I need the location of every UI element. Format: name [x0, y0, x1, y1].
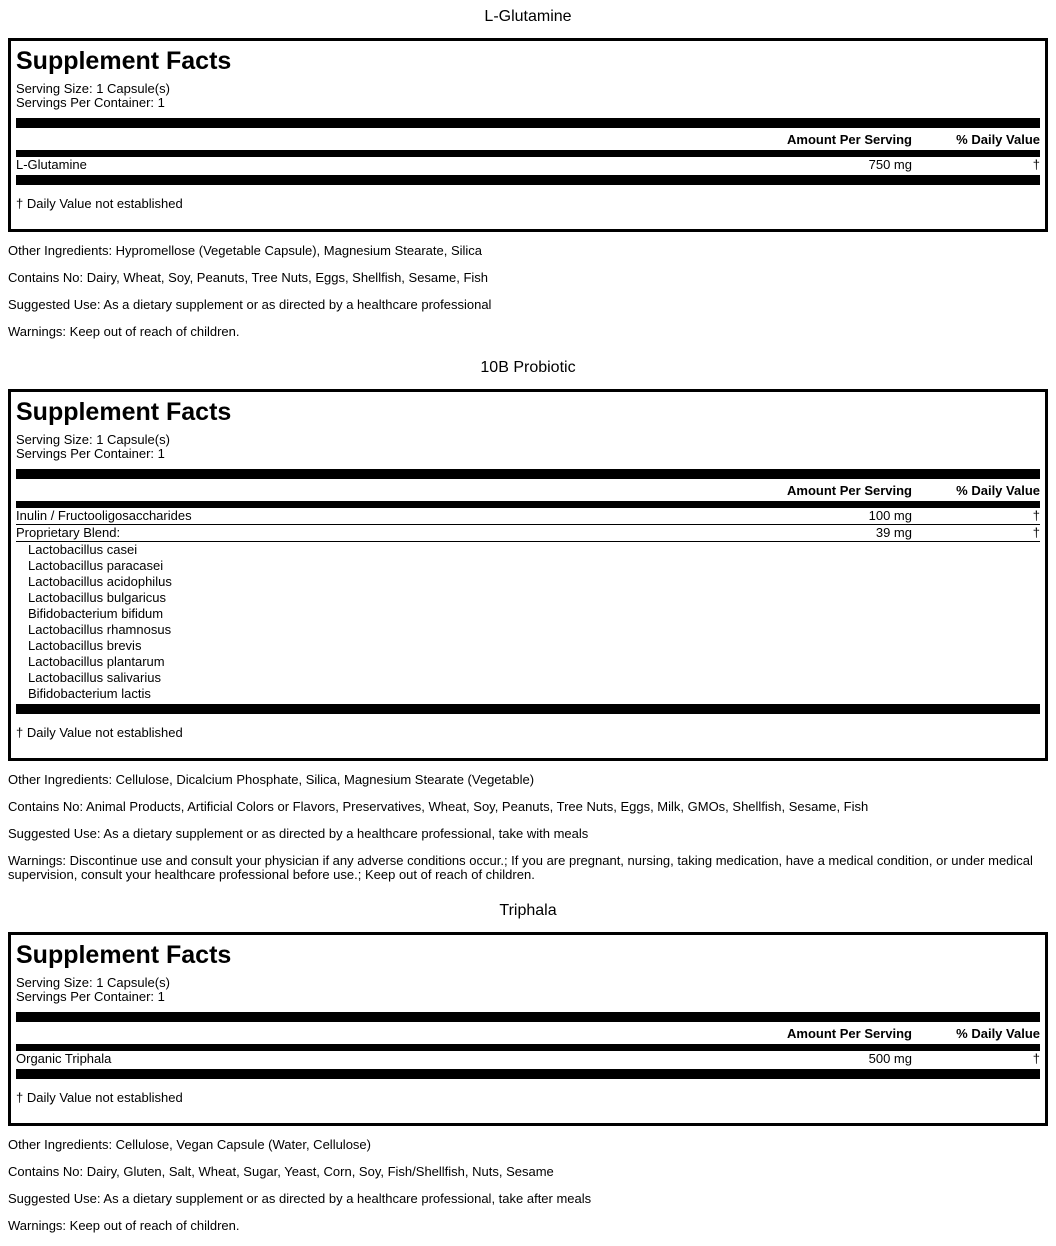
- info-paragraph: Suggested Use: As a dietary supplement or as directed by a healthcare professional, take after meals: [8, 1191, 592, 1206]
- ingredient-row: [16, 542, 1040, 558]
- ingredient-amount: 100 mg: [868, 508, 912, 523]
- ingredient-amount: 500 mg: [868, 1051, 912, 1066]
- product-section: [8, 8, 1048, 339]
- divider-medium: [16, 1044, 1040, 1051]
- info-paragraph: Other Ingredients: Cellulose, Dicalcium Phosphate, Silica, Magnesium Stearate (Vegetable): [8, 772, 535, 787]
- column-header-row: [16, 479, 1040, 501]
- column-daily-value: % Daily Value: [956, 1026, 1040, 1041]
- product-section: [8, 902, 1048, 1233]
- serving-size: Serving Size: 1 Capsule(s): [16, 975, 170, 990]
- ingredient-row: [16, 590, 1040, 606]
- daily-value-footnote: † Daily Value not established: [16, 196, 183, 211]
- ingredient-name: Lactobacillus salivarius: [28, 670, 161, 685]
- column-amount-per-serving: Amount Per Serving: [787, 132, 912, 147]
- ingredient-row: [16, 157, 1040, 173]
- divider-thick-top: [16, 118, 1040, 128]
- ingredient-name: Lactobacillus brevis: [28, 638, 142, 653]
- column-amount-per-serving: Amount Per Serving: [787, 1026, 912, 1041]
- facts-heading: Supplement Facts: [16, 398, 232, 426]
- ingredient-name: Lactobacillus paracasei: [28, 558, 164, 573]
- ingredient-row: [16, 558, 1040, 574]
- info-paragraph: Warnings: Keep out of reach of children.: [8, 324, 240, 339]
- facts-heading: Supplement Facts: [16, 47, 232, 75]
- ingredient-daily-value: †: [1032, 157, 1040, 172]
- ingredient-amount: 39 mg: [875, 525, 912, 540]
- info-paragraph: Warnings: Keep out of reach of children.: [8, 1218, 240, 1233]
- info-paragraph: Warnings: Discontinue use and consult your physician if any adverse conditions occur.; If you are pregnant, nursing, taking medication, have a medical condition, or under medical supervision, consult your healthcare professional before use.; Keep out of reach of children.: [8, 853, 1033, 882]
- ingredient-name: Proprietary Blend:: [16, 525, 121, 540]
- ingredient-name: Lactobacillus rhamnosus: [28, 622, 172, 637]
- divider-thick-top: [16, 1012, 1040, 1022]
- info-paragraphs: [8, 244, 1048, 339]
- ingredient-row: [16, 686, 1040, 702]
- ingredient-name: L-Glutamine: [16, 157, 87, 172]
- info-paragraph: Other Ingredients: Hypromellose (Vegetable Capsule), Magnesium Stearate, Silica: [8, 243, 483, 258]
- ingredient-daily-value: †: [1032, 508, 1040, 523]
- serving-size: Serving Size: 1 Capsule(s): [16, 432, 170, 447]
- product-title: L-Glutamine: [484, 8, 572, 25]
- ingredient-daily-value: †: [1032, 525, 1040, 540]
- supplement-labels-page: [8, 8, 1048, 1233]
- ingredient-daily-value: †: [1032, 1051, 1040, 1066]
- info-paragraph: Contains No: Dairy, Wheat, Soy, Peanuts, Tree Nuts, Eggs, Shellfish, Sesame, Fish: [8, 270, 489, 285]
- ingredient-amount: 750 mg: [868, 157, 912, 172]
- ingredient-name: Lactobacillus casei: [28, 542, 138, 557]
- ingredient-row: [16, 508, 1040, 525]
- ingredient-name: Lactobacillus bulgaricus: [28, 590, 167, 605]
- ingredient-name: Bifidobacterium bifidum: [28, 606, 164, 621]
- facts-heading: Supplement Facts: [16, 941, 232, 969]
- ingredient-rows: [16, 157, 1040, 173]
- ingredient-row: [16, 574, 1040, 590]
- divider-thick-top: [16, 469, 1040, 479]
- product-title: 10B Probiotic: [480, 359, 576, 376]
- ingredient-name: Organic Triphala: [16, 1051, 112, 1066]
- divider-thick-bottom: [16, 704, 1040, 714]
- ingredient-row: [16, 1051, 1040, 1067]
- servings-per-container: Servings Per Container: 1: [16, 95, 165, 110]
- ingredient-row: [16, 654, 1040, 670]
- divider-thick-bottom: [16, 175, 1040, 185]
- ingredient-name: Inulin / Fructooligosaccharides: [16, 508, 192, 523]
- ingredient-rows: [16, 508, 1040, 702]
- divider-medium: [16, 501, 1040, 508]
- info-paragraphs: [8, 773, 1048, 882]
- serving-size: Serving Size: 1 Capsule(s): [16, 81, 170, 96]
- info-paragraph: Contains No: Animal Products, Artificial Colors or Flavors, Preservatives, Wheat, Soy, Peanuts, Tree Nuts, Eggs, Milk, GMOs, Shellfish, Sesame, Fish: [8, 799, 869, 814]
- divider-medium: [16, 150, 1040, 157]
- supplement-facts-panel: [8, 389, 1048, 761]
- ingredient-row: [16, 622, 1040, 638]
- divider-thick-bottom: [16, 1069, 1040, 1079]
- info-paragraph: Other Ingredients: Cellulose, Vegan Capsule (Water, Cellulose): [8, 1137, 371, 1152]
- column-daily-value: % Daily Value: [956, 483, 1040, 498]
- ingredient-row: [16, 606, 1040, 622]
- servings-per-container: Servings Per Container: 1: [16, 989, 165, 1004]
- daily-value-footnote: † Daily Value not established: [16, 1090, 183, 1105]
- servings-per-container: Servings Per Container: 1: [16, 446, 165, 461]
- daily-value-footnote: † Daily Value not established: [16, 725, 183, 740]
- info-paragraph: Suggested Use: As a dietary supplement or as directed by a healthcare professional: [8, 297, 492, 312]
- supplement-facts-panel: [8, 38, 1048, 232]
- info-paragraph: Contains No: Dairy, Gluten, Salt, Wheat, Sugar, Yeast, Corn, Soy, Fish/Shellfish, Nuts, Sesame: [8, 1164, 554, 1179]
- ingredient-row: [16, 638, 1040, 654]
- ingredient-name: Lactobacillus plantarum: [28, 654, 165, 669]
- ingredient-rows: [16, 1051, 1040, 1067]
- info-paragraphs: [8, 1138, 1048, 1233]
- ingredient-name: Lactobacillus acidophilus: [28, 574, 172, 589]
- ingredient-name: Bifidobacterium lactis: [28, 686, 151, 701]
- ingredient-row: [16, 670, 1040, 686]
- column-header-row: [16, 1022, 1040, 1044]
- column-amount-per-serving: Amount Per Serving: [787, 483, 912, 498]
- column-daily-value: % Daily Value: [956, 132, 1040, 147]
- column-header-row: [16, 128, 1040, 150]
- supplement-facts-panel: [8, 932, 1048, 1126]
- info-paragraph: Suggested Use: As a dietary supplement or as directed by a healthcare professional, take with meals: [8, 826, 589, 841]
- product-title: Triphala: [499, 902, 557, 919]
- ingredient-row: [16, 525, 1040, 542]
- product-section: [8, 359, 1048, 882]
